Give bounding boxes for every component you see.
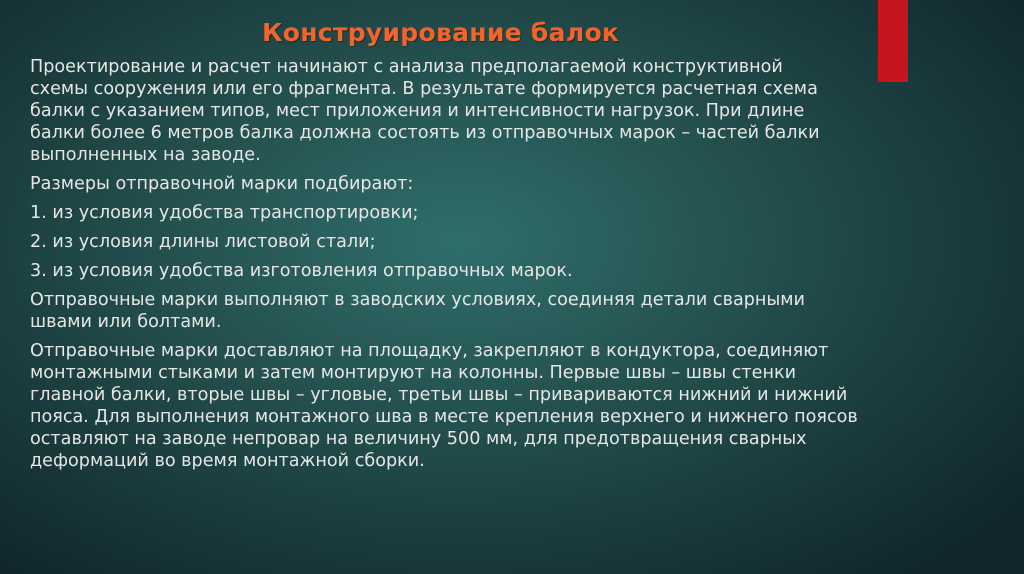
paragraph-intro: Проектирование и расчет начинают с анализа предполагаемой конструктивной схемы сооружения или его фрагмента. В результате формируется расчетная схема балки с указанием типов, мест приложения и интенсивности нагрузок. При длине балки более 6 метров балка должна состоять из отправочных марок – частей балки выполненных на заводе. <box>30 57 820 165</box>
slide-body <box>30 56 980 479</box>
list-item-1: 1. из условия удобства транспортировки; <box>30 203 419 223</box>
list-item-2: 2. из условия длины листовой стали; <box>30 232 376 252</box>
paragraph-sizes-heading: Размеры отправочной марки подбирают: <box>30 174 414 194</box>
slide-title: Конструирование балок <box>262 18 620 47</box>
list-item-3: 3. из условия удобства изготовления отправочных марок. <box>30 261 573 281</box>
paragraph-factory: Отправочные марки выполняют в заводских условиях, соединяя детали сварными швами или болтами. <box>30 290 805 332</box>
paragraph-assembly: Отправочные марки доставляют на площадку, закрепляют в кондуктора, соединяют монтажными стыками и затем монтируют на колонны. Первые швы – швы стенки главной балки, вторые швы – угловые, третьи швы – привариваются нижний и нижний пояса. Для выполнения монтажного шва в месте крепления верхнего и нижнего поясов оставляют на заводе непровар на величину 500 мм, для предотвращения сварных деформаций во время монтажной сборки. <box>30 341 858 471</box>
